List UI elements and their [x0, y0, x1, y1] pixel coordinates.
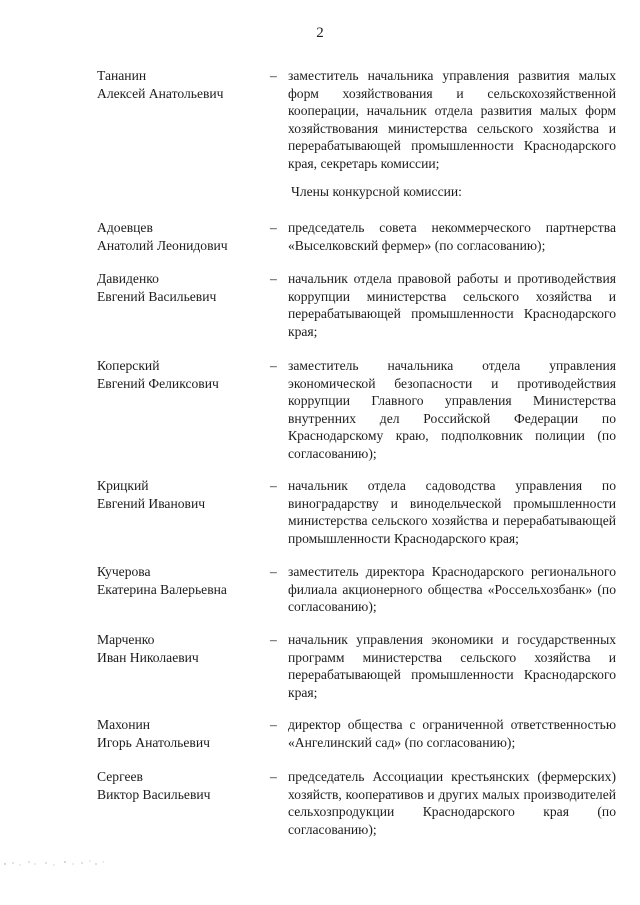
members-heading: Члены конкурсной комиссии: — [291, 184, 462, 199]
entry-dash: – — [270, 271, 277, 286]
member-name — [97, 631, 267, 666]
member-role: заместитель начальника управления развития малых форм хозяйствования и сельскохозяйственной кооперации, начальник отдела развития малых форм хозяйствования министерства сельского хозяйства и перерабатывающей промышленности Краснодарского края, секретарь комиссии; — [288, 68, 616, 171]
member-name — [97, 716, 267, 751]
member-name — [97, 563, 267, 598]
member-role: начальник отдела правовой работы и противодействия коррупции министерства сельского хозяйства и перерабатывающей промышленности Краснодарского края; — [288, 271, 616, 339]
member-role: заместитель начальника отдела управления экономической безопасности и противодействия коррупции Главного управления Министерства внутренних дел Российской Федерации по Краснодарскому краю, подполковник полиции (по согласованию); — [288, 358, 616, 461]
member-surname: Тананин — [97, 68, 147, 83]
entry-dash: – — [270, 358, 277, 373]
member-surname: Адоевцев — [97, 220, 153, 235]
member-name — [97, 768, 267, 803]
member-role: заместитель директора Краснодарского регионального филиала акционерного общества «Россельхозбанк» (по согласованию); — [288, 564, 616, 615]
member-name — [97, 357, 267, 392]
entry-dash: – — [270, 717, 277, 732]
page-number: 2 — [316, 25, 324, 41]
member-role: начальник управления экономики и государственных программ министерства сельского хозяйства и перерабатывающей промышленности Краснодарского края; — [288, 632, 616, 700]
entry-dash: – — [270, 220, 277, 235]
member-role: директор общества с ограниченной ответственностью «Ангелинский сад» (по согласованию); — [288, 717, 616, 750]
member-surname: Махонин — [97, 717, 151, 732]
member-given-name: Евгений Иванович — [97, 495, 206, 511]
entry-dash: – — [270, 564, 277, 579]
member-given-name: Виктор Васильевич — [97, 786, 211, 802]
member-surname: Марченко — [97, 632, 155, 647]
member-given-name: Анатолий Леонидович — [97, 237, 228, 253]
member-given-name: Екатерина Валерьевна — [97, 581, 227, 597]
entry-dash: – — [270, 769, 277, 784]
member-name — [97, 270, 267, 305]
member-role: председатель Ассоциации крестьянских (фермерских) хозяйств, кооперативов и других малых производителей сельхозпродукции Краснодарского края (по согласованию); — [288, 769, 616, 837]
entry-dash: – — [270, 478, 277, 493]
scan-artifact — [2, 858, 122, 868]
member-name — [97, 219, 267, 254]
member-given-name: Евгений Васильевич — [97, 288, 217, 304]
member-name — [97, 477, 267, 512]
member-name — [97, 67, 267, 102]
entry-dash: – — [270, 68, 277, 83]
member-surname: Давиденко — [97, 271, 159, 286]
member-given-name: Евгений Феликсович — [97, 375, 219, 391]
member-given-name: Игорь Анатольевич — [97, 734, 210, 750]
member-given-name: Иван Николаевич — [97, 649, 199, 665]
member-surname: Коперский — [97, 358, 160, 373]
member-surname: Кучерова — [97, 564, 151, 579]
member-surname: Крицкий — [97, 478, 149, 493]
member-role: председатель совета некоммерческого партнерства «Выселковский фермер» (по согласованию); — [288, 220, 616, 253]
member-role: начальник отдела садоводства управления по виноградарству и винодельческой промышленности министерства сельского хозяйства и перерабатывающей промышленности Краснодарского края; — [288, 478, 616, 546]
member-given-name: Алексей Анатольевич — [97, 85, 224, 101]
entry-dash: – — [270, 632, 277, 647]
member-surname: Сергеев — [97, 769, 143, 784]
